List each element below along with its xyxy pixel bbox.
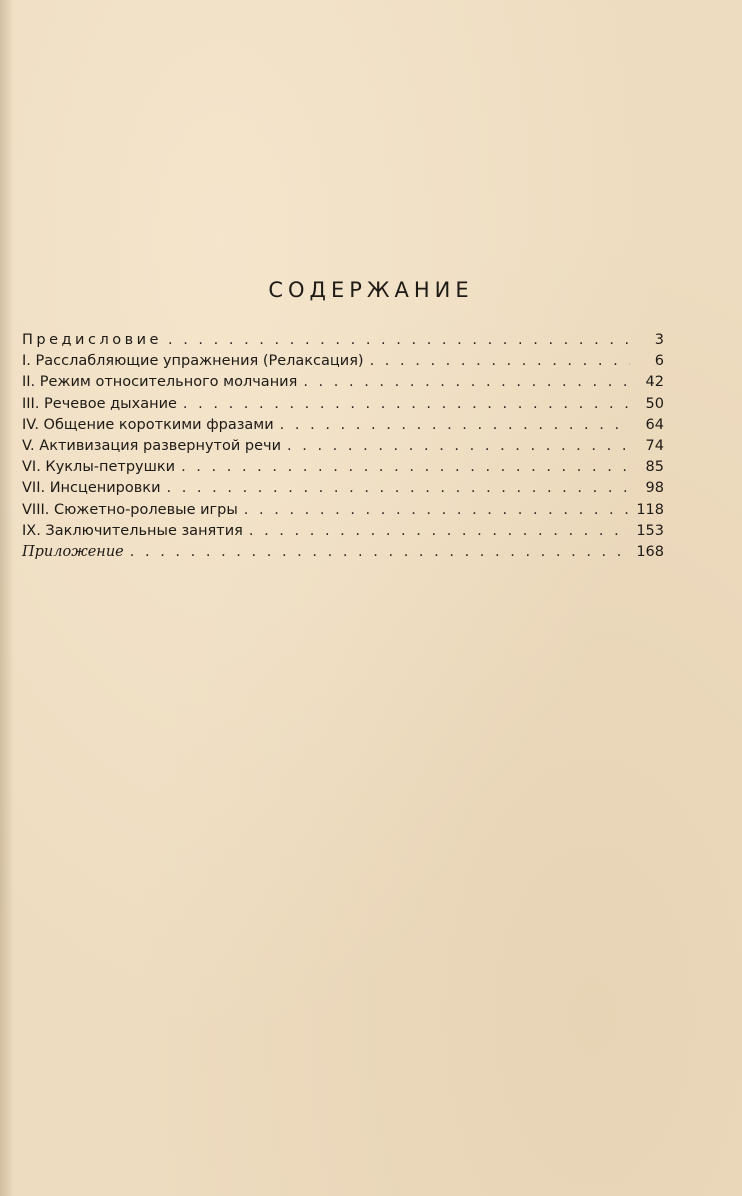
toc-entry-label: VII. Инсценировки (22, 480, 161, 497)
toc-entry-label: VIII. Сюжетно-ролевые игры (22, 501, 238, 518)
toc-entry-label: I. Расслабляющие упражнения (Релаксация) (22, 353, 364, 370)
toc-entry-page: 42 (645, 374, 664, 391)
dot-leader (168, 330, 630, 351)
dot-leader (244, 500, 630, 521)
toc-entry (22, 372, 664, 393)
toc-entry-page: 6 (654, 353, 664, 370)
toc-entry (22, 457, 664, 478)
table-of-contents (22, 330, 664, 563)
toc-entry (22, 478, 664, 499)
dot-leader (181, 457, 630, 478)
toc-entry-label: Приложение (22, 543, 124, 560)
toc-entry-page: 153 (636, 522, 664, 539)
dot-leader (249, 521, 630, 542)
toc-entry-page: 64 (645, 416, 664, 433)
toc-entry (22, 415, 664, 436)
dot-leader (130, 542, 630, 563)
toc-entry-page: 85 (645, 459, 664, 476)
toc-entry (22, 521, 664, 542)
toc-entry (22, 500, 664, 521)
toc-entry (22, 436, 664, 457)
toc-entry (22, 351, 664, 372)
toc-entry-page: 168 (636, 543, 664, 560)
toc-entry (22, 330, 664, 351)
toc-entry-label: III. Речевое дыхание (22, 395, 177, 412)
dot-leader (280, 415, 630, 436)
toc-entry-label: V. Активизация развернутой речи (22, 437, 282, 454)
toc-entry-page: 3 (654, 332, 664, 348)
toc-entry-label: II. Режим относительного молчания (22, 374, 298, 391)
page-title: СОДЕРЖАНИЕ (268, 278, 474, 302)
dot-leader (303, 372, 630, 393)
dot-leader (167, 478, 631, 499)
dot-leader (183, 394, 630, 415)
toc-entry-label: IX. Заключительные занятия (22, 522, 243, 539)
toc-entry-page: 118 (636, 501, 664, 518)
toc-entry-label: IV. Общение короткими фразами (22, 416, 274, 433)
toc-entry-page: 50 (645, 395, 664, 412)
toc-entry (22, 394, 664, 415)
toc-entry-label: VI. Куклы-петрушки (22, 459, 176, 476)
dot-leader (370, 351, 630, 372)
toc-entry-page: 98 (645, 480, 664, 497)
toc-entry-page: 74 (645, 437, 664, 454)
page-edge-shadow (0, 0, 14, 1196)
dot-leader (287, 436, 630, 457)
toc-entry-label: Предисловие (22, 332, 162, 348)
toc-entry (22, 542, 664, 563)
